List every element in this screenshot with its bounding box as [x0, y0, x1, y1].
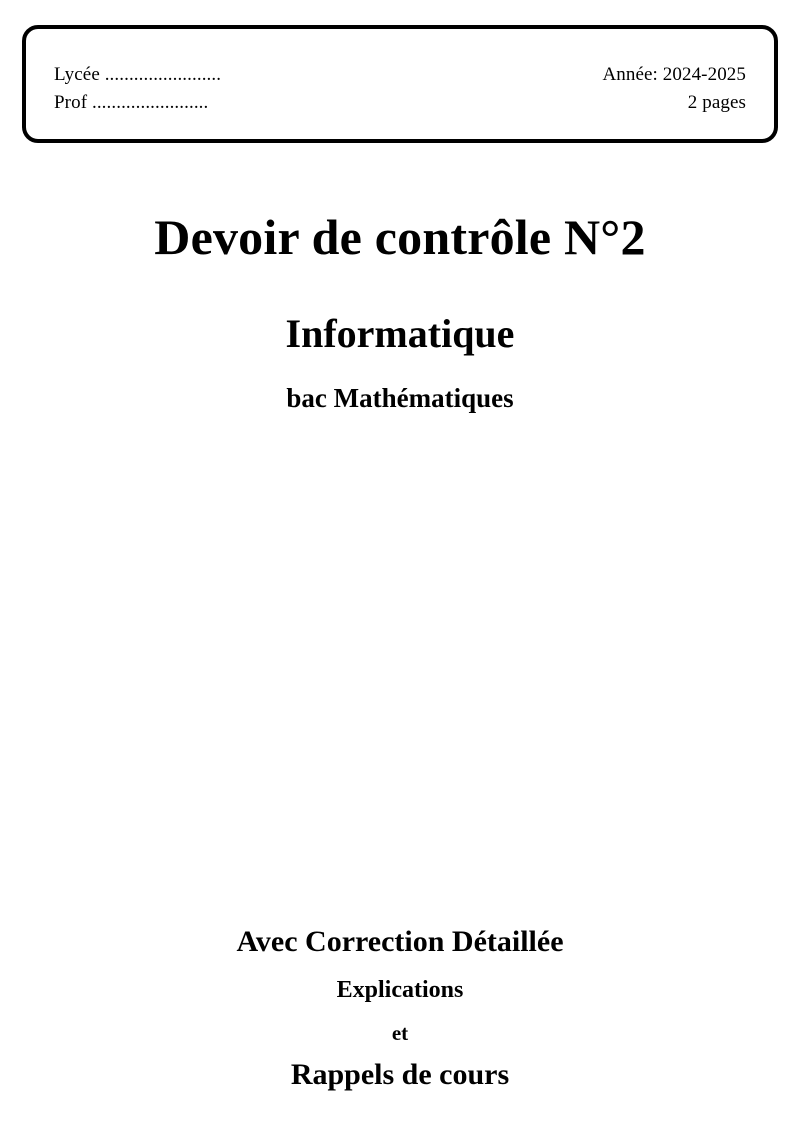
page-title: Devoir de contrôle N°2 [154, 209, 646, 265]
level-subtitle: bac Mathématiques [286, 383, 514, 413]
teacher-label: Prof ........................ [54, 92, 209, 113]
pages-count-label: 2 pages [687, 92, 746, 113]
footer-line-explications: Explications [336, 977, 464, 1003]
footer-line-rappels: Rappels de cours [290, 1058, 510, 1091]
school-label: Lycée ........................ [54, 64, 222, 85]
year-label: Année: 2024-2025 [602, 64, 746, 85]
header-info-box [22, 25, 778, 143]
footer-line-et: et [391, 1021, 409, 1045]
footer-line-correction: Avec Correction Détaillée [236, 925, 564, 958]
header-row-teacher-pages [54, 93, 746, 112]
header-row-school-year [54, 65, 746, 84]
subject-title: Informatique [285, 311, 515, 356]
